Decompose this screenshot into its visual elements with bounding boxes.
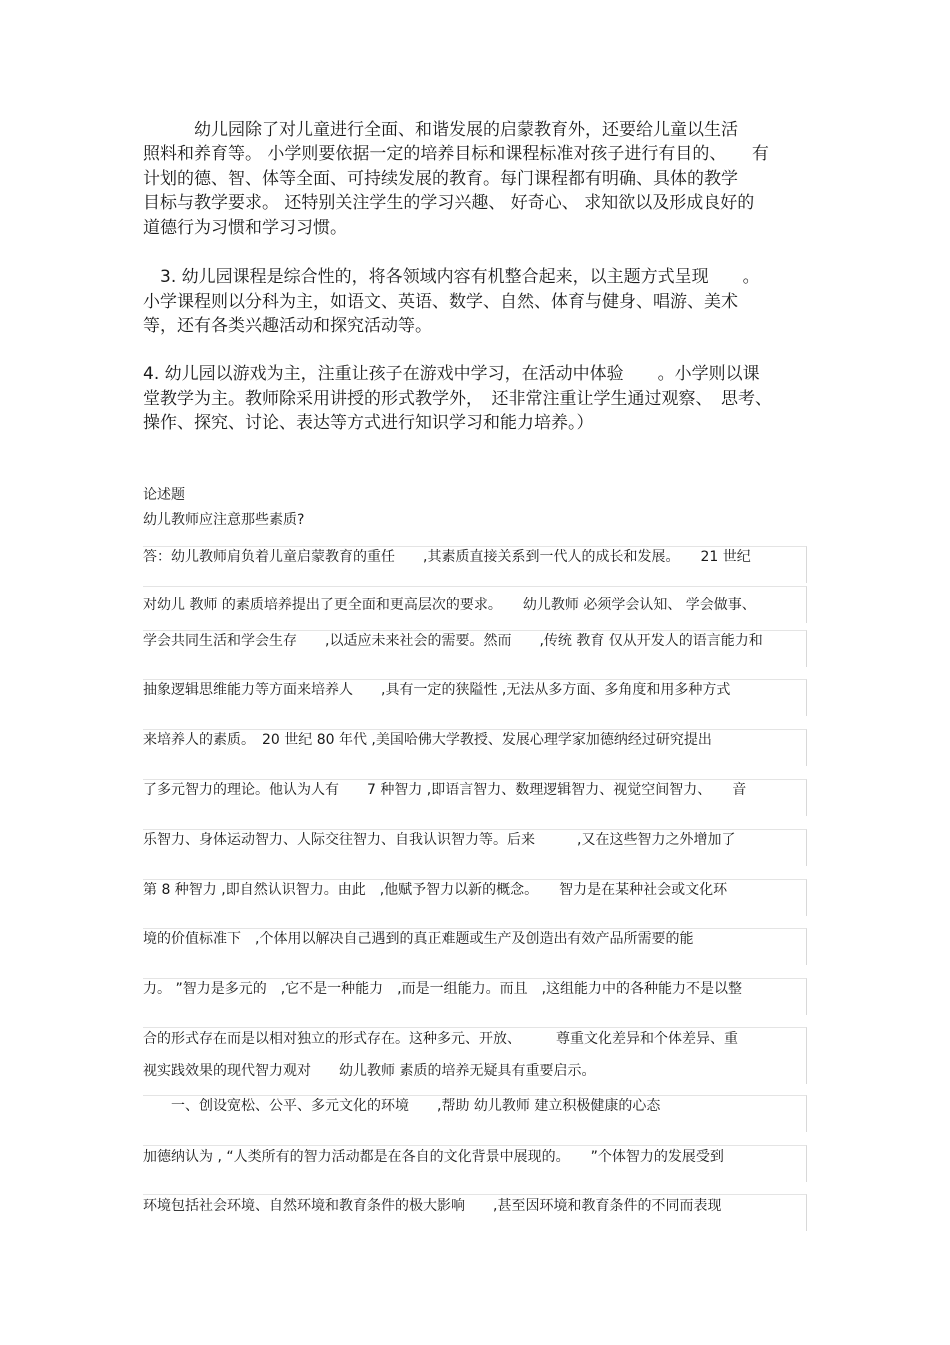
answer-line-7: 乐智力、身体运动智力、人际交往智力、自我认识智力等。后来 ,又在这些智力之外增加了 xyxy=(143,832,736,848)
paragraph-2-line-3: 等，还有各类兴趣活动和探究活动等。 xyxy=(143,316,432,336)
answer-line-10: 力。 ”智力是多元的 ,它不是一种能力 ,而是一组能力。而且 ,这组能力中的各种能力不是以整 xyxy=(143,981,743,997)
section-title: 论述题 xyxy=(143,487,185,503)
answer-line-15: 环境包括社会环境、自然环境和教育条件的极大影响 ,甚至因环境和教育条件的不同而表现 xyxy=(143,1198,722,1214)
answer-line-8: 第 8 种智力 ,即自然认识智力。由此 ,他赋予智力以新的概念。 智力是在某种社会或文化环 xyxy=(143,882,728,898)
paragraph-1-line-1: 幼儿园除了对儿童进行全面、和谐发展的启蒙教育外，还要给儿童以生活 xyxy=(143,120,738,140)
question-text: 幼儿教师应注意那些素质? xyxy=(143,512,305,528)
paragraph-2-line-2: 小学课程则以分科为主，如语文、英语、数学、自然、体育与健身、唱游、美术 xyxy=(143,292,738,312)
answer-line-2: 对幼儿 教师 的素质培养提出了更全面和更高层次的要求。 幼儿教师 必须学会认知、 学会做事、 xyxy=(143,597,756,613)
paragraph-1-line-3: 计划的德、智、体等全面、可持续发展的教育。每门课程都有明确、具体的教学 xyxy=(143,169,738,189)
answer-line-6: 了多元智力的理论。他认为人有 7 种智力 ,即语言智力、数理逻辑智力、视觉空间智力、 音 xyxy=(143,782,747,798)
answer-line-14: 加德纳认为 , “人类所有的智力活动都是在各自的文化背景中展现的。 ”个体智力的发展受到 xyxy=(143,1149,724,1165)
answer-line-4: 抽象逻辑思维能力等方面来培养人 ,具有一定的狭隘性 ,无法从多方面、多角度和用多种方式 xyxy=(143,682,731,698)
paragraph-1-line-5: 道德行为习惯和学习习惯。 xyxy=(143,218,347,238)
answer-line-13: 一、创设宽松、公平、多元文化的环境 ,帮助 幼儿教师 建立积极健康的心态 xyxy=(143,1098,661,1114)
paragraph-3-line-2: 堂教学为主。教师除采用讲授的形式教学外， 还非常注重让学生通过观察、 思考、 xyxy=(143,389,772,409)
answer-line-11: 合的形式存在而是以相对独立的形式存在。这种多元、开放、 尊重文化差异和个体差异、重 xyxy=(143,1031,738,1047)
answer-line-5: 来培养人的素质。 20 世纪 80 年代 ,美国哈佛大学教授、发展心理学家加德纳经过研究提出 xyxy=(143,732,712,748)
paragraph-1-line-4: 目标与教学要求。 还特别关注学生的学习兴趣、 好奇心、 求知欲以及形成良好的 xyxy=(143,193,755,213)
answer-line-1: 答：幼儿教师肩负着儿童启蒙教育的重任 ,其素质直接关系到一代人的成长和发展。 21 世纪 xyxy=(143,549,751,565)
paragraph-1-line-2: 照料和养育等。 小学则要依据一定的培养目标和课程标准对孩子进行有目的、 有 xyxy=(143,144,769,164)
paragraph-3-line-3: 操作、探究、讨论、表达等方式进行知识学习和能力培养。） xyxy=(143,413,594,433)
answer-line-12: 视实践效果的现代智力观对 幼儿教师 素质的培养无疑具有重要启示。 xyxy=(143,1063,596,1079)
answer-line-3: 学会共同生活和学会生存 ,以适应未来社会的需要。然而 ,传统 教育 仅从开发人的语言能力和 xyxy=(143,633,763,649)
paragraph-2-line-1: 3. 幼儿园课程是综合性的，将各领域内容有机整合起来，以主题方式呈现 。 xyxy=(143,267,760,287)
paragraph-3-line-1: 4. 幼儿园以游戏为主，注重让孩子在游戏中学习，在活动中体验 。小学则以课 xyxy=(143,364,760,384)
answer-line-9: 境的价值标准下 ,个体用以解决自己遇到的真正难题或生产及创造出有效产品所需要的能 xyxy=(143,931,694,947)
